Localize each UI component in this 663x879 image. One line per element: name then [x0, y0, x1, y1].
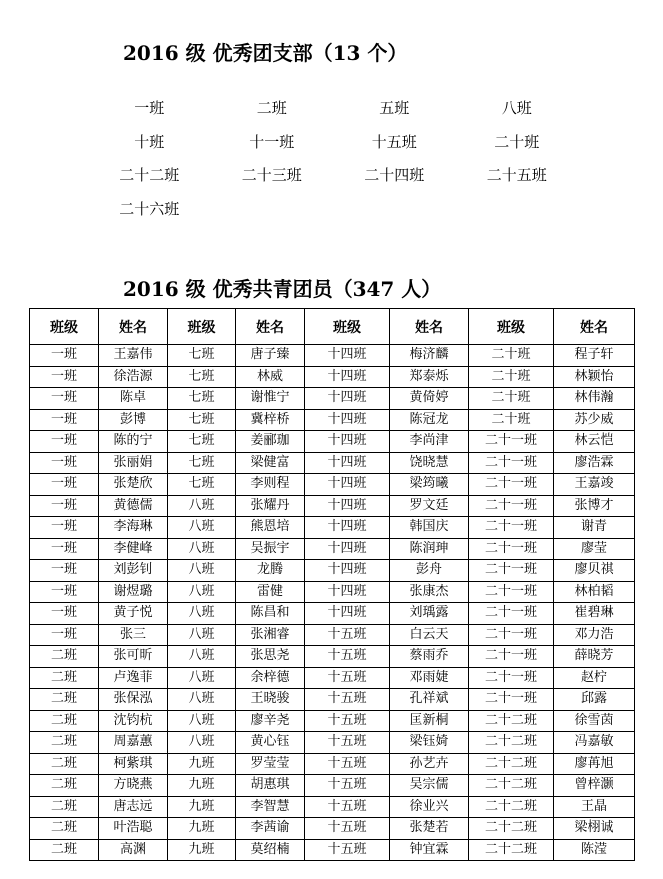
table-row [30, 431, 635, 453]
branch-item: 八班 [501, 99, 532, 117]
name-cell: 沈钧杭 [99, 710, 168, 732]
class-cell: 一班 [30, 603, 99, 625]
column-header: 姓名 [390, 309, 469, 345]
class-cell: 二班 [30, 839, 99, 861]
name-cell: 唐子臻 [236, 345, 305, 367]
class-cell: 十四班 [305, 560, 390, 582]
table-header-row [30, 309, 635, 345]
name-cell: 廖浩霖 [554, 452, 635, 474]
branch-item: 二十四班 [364, 166, 425, 184]
name-cell: 冯嘉敏 [554, 732, 635, 754]
class-cell: 二十一班 [469, 495, 554, 517]
table-row [30, 409, 635, 431]
name-cell: 孔祥斌 [390, 689, 469, 711]
class-cell: 十四班 [305, 581, 390, 603]
branch-item: 二十六班 [119, 199, 180, 218]
table-body [30, 345, 635, 861]
table-row [30, 818, 635, 840]
table-row [30, 796, 635, 818]
branch-item: 二班 [256, 99, 287, 117]
name-cell: 李智慧 [236, 796, 305, 818]
name-cell: 刘彭钊 [99, 560, 168, 582]
table-row [30, 689, 635, 711]
name-cell: 王嘉伟 [99, 345, 168, 367]
name-cell: 张丽娟 [99, 452, 168, 474]
class-cell: 八班 [168, 732, 236, 754]
name-cell: 李健峰 [99, 538, 168, 560]
class-cell: 十五班 [305, 775, 390, 797]
class-cell: 十四班 [305, 517, 390, 539]
class-cell: 九班 [168, 775, 236, 797]
class-cell: 二十一班 [469, 646, 554, 668]
name-cell: 张楚若 [390, 818, 469, 840]
table-row [30, 646, 635, 668]
class-cell: 八班 [168, 624, 236, 646]
class-cell: 一班 [30, 495, 99, 517]
table-row [30, 538, 635, 560]
class-cell: 十四班 [305, 366, 390, 388]
class-cell: 八班 [168, 560, 236, 582]
table-row [30, 560, 635, 582]
class-cell: 十四班 [305, 538, 390, 560]
name-cell: 李海琳 [99, 517, 168, 539]
branch-item: 十五班 [371, 132, 417, 151]
class-cell: 二十一班 [469, 560, 554, 582]
class-cell: 二十班 [469, 409, 554, 431]
name-cell: 黄倚婷 [390, 388, 469, 410]
name-cell: 林云恺 [554, 431, 635, 453]
class-cell: 十五班 [305, 732, 390, 754]
class-cell: 十四班 [305, 409, 390, 431]
class-cell: 十五班 [305, 624, 390, 646]
name-cell: 谢煜璐 [99, 581, 168, 603]
table-row [30, 624, 635, 646]
class-cell: 八班 [168, 538, 236, 560]
class-cell: 八班 [168, 581, 236, 603]
name-cell: 张耀丹 [236, 495, 305, 517]
column-header: 班级 [30, 309, 99, 345]
name-cell: 罗莹莹 [236, 753, 305, 775]
class-cell: 八班 [168, 689, 236, 711]
class-cell: 九班 [168, 796, 236, 818]
name-cell: 白云天 [390, 624, 469, 646]
class-cell: 十五班 [305, 667, 390, 689]
class-cell: 二十一班 [469, 689, 554, 711]
class-cell: 一班 [30, 581, 99, 603]
class-cell: 十五班 [305, 839, 390, 861]
members-title: 2016 级 优秀共青团员（347 人） [123, 277, 442, 301]
name-cell: 李尚津 [390, 431, 469, 453]
class-cell: 二十二班 [469, 775, 554, 797]
name-cell: 韩国庆 [390, 517, 469, 539]
table-row [30, 388, 635, 410]
class-cell: 二班 [30, 710, 99, 732]
class-cell: 十五班 [305, 710, 390, 732]
class-cell: 二十二班 [469, 796, 554, 818]
name-cell: 张康杰 [390, 581, 469, 603]
class-cell: 二十一班 [469, 517, 554, 539]
name-cell: 薛晓芳 [554, 646, 635, 668]
name-cell: 廖辛尧 [236, 710, 305, 732]
name-cell: 陈卓 [99, 388, 168, 410]
name-cell: 蔡雨乔 [390, 646, 469, 668]
column-header: 姓名 [554, 309, 635, 345]
name-cell: 林颖怡 [554, 366, 635, 388]
members-table [29, 308, 635, 861]
name-cell: 饶晓慧 [390, 452, 469, 474]
table-row [30, 495, 635, 517]
name-cell: 熊恩培 [236, 517, 305, 539]
table-row [30, 474, 635, 496]
name-cell: 彭博 [99, 409, 168, 431]
branch-item: 二十班 [494, 132, 540, 151]
name-cell: 邱露 [554, 689, 635, 711]
class-cell: 十五班 [305, 753, 390, 775]
name-cell: 廖莹 [554, 538, 635, 560]
class-cell: 十五班 [305, 796, 390, 818]
table-row [30, 775, 635, 797]
class-cell: 一班 [30, 366, 99, 388]
class-cell: 一班 [30, 431, 99, 453]
class-cell: 八班 [168, 710, 236, 732]
name-cell: 吴振宇 [236, 538, 305, 560]
class-cell: 八班 [168, 603, 236, 625]
name-cell: 柯紫琪 [99, 753, 168, 775]
table-row [30, 452, 635, 474]
class-cell: 二十班 [469, 345, 554, 367]
name-cell: 彭舟 [390, 560, 469, 582]
name-cell: 张湘睿 [236, 624, 305, 646]
class-cell: 二十二班 [469, 839, 554, 861]
class-cell: 七班 [168, 431, 236, 453]
class-cell: 十五班 [305, 818, 390, 840]
class-cell: 一班 [30, 474, 99, 496]
class-cell: 二十二班 [469, 753, 554, 775]
class-cell: 二班 [30, 646, 99, 668]
name-cell: 张思尧 [236, 646, 305, 668]
name-cell: 钟宜霖 [390, 839, 469, 861]
class-cell: 一班 [30, 388, 99, 410]
table-row [30, 732, 635, 754]
name-cell: 林伟瀚 [554, 388, 635, 410]
name-cell: 梁筠曦 [390, 474, 469, 496]
class-cell: 十五班 [305, 646, 390, 668]
name-cell: 徐雪茵 [554, 710, 635, 732]
class-cell: 十四班 [305, 388, 390, 410]
branch-row [88, 197, 578, 231]
name-cell: 张博才 [554, 495, 635, 517]
class-cell: 一班 [30, 538, 99, 560]
table-row [30, 710, 635, 732]
name-cell: 卢逸菲 [99, 667, 168, 689]
name-cell: 余梓德 [236, 667, 305, 689]
class-cell: 二十二班 [469, 710, 554, 732]
name-cell: 孙艺卉 [390, 753, 469, 775]
name-cell: 陈滢 [554, 839, 635, 861]
class-cell: 十四班 [305, 345, 390, 367]
name-cell: 苏少威 [554, 409, 635, 431]
class-cell: 二十一班 [469, 603, 554, 625]
name-cell: 龙腾 [236, 560, 305, 582]
class-cell: 二十一班 [469, 452, 554, 474]
table-row [30, 366, 635, 388]
branch-item: 一班 [134, 99, 165, 117]
class-cell: 一班 [30, 560, 99, 582]
name-cell: 廖苒旭 [554, 753, 635, 775]
name-cell: 廖贝祺 [554, 560, 635, 582]
class-cell: 二班 [30, 818, 99, 840]
branch-item: 二十三班 [241, 166, 302, 184]
class-cell: 一班 [30, 452, 99, 474]
class-cell: 一班 [30, 345, 99, 367]
column-header: 班级 [469, 309, 554, 345]
class-cell: 七班 [168, 474, 236, 496]
class-cell: 二十一班 [469, 431, 554, 453]
class-cell: 十四班 [305, 474, 390, 496]
name-cell: 张可昕 [99, 646, 168, 668]
name-cell: 邓雨婕 [390, 667, 469, 689]
name-cell: 黄心钰 [236, 732, 305, 754]
name-cell: 吴宗儒 [390, 775, 469, 797]
name-cell: 黄子悦 [99, 603, 168, 625]
class-cell: 二班 [30, 689, 99, 711]
branch-item: 五班 [379, 99, 410, 117]
name-cell: 雷健 [236, 581, 305, 603]
name-cell: 梁栩诚 [554, 818, 635, 840]
table-row [30, 603, 635, 625]
class-cell: 二班 [30, 667, 99, 689]
name-cell: 赵柠 [554, 667, 635, 689]
class-cell: 二十班 [469, 388, 554, 410]
class-cell: 二班 [30, 796, 99, 818]
name-cell: 胡惠琪 [236, 775, 305, 797]
class-cell: 九班 [168, 818, 236, 840]
class-cell: 一班 [30, 624, 99, 646]
class-cell: 二十一班 [469, 538, 554, 560]
class-cell: 二十班 [469, 366, 554, 388]
name-cell: 黄德儒 [99, 495, 168, 517]
column-header: 姓名 [99, 309, 168, 345]
class-cell: 十四班 [305, 603, 390, 625]
branch-item: 二十二班 [119, 166, 180, 184]
name-cell: 王嘉竣 [554, 474, 635, 496]
name-cell: 高渊 [99, 839, 168, 861]
name-cell: 梅济麟 [390, 345, 469, 367]
class-cell: 二十一班 [469, 624, 554, 646]
branch-item: 十一班 [249, 132, 295, 151]
class-cell: 二十二班 [469, 818, 554, 840]
name-cell: 陈昌和 [236, 603, 305, 625]
class-cell: 十五班 [305, 689, 390, 711]
name-cell: 叶浩聪 [99, 818, 168, 840]
class-cell: 二十一班 [469, 581, 554, 603]
class-cell: 七班 [168, 345, 236, 367]
name-cell: 徐业兴 [390, 796, 469, 818]
class-cell: 一班 [30, 517, 99, 539]
name-cell: 陈润珅 [390, 538, 469, 560]
name-cell: 徐浩源 [99, 366, 168, 388]
name-cell: 匡新桐 [390, 710, 469, 732]
name-cell: 罗文廷 [390, 495, 469, 517]
branch-row [88, 130, 578, 164]
name-cell: 陈的宁 [99, 431, 168, 453]
column-header: 姓名 [236, 309, 305, 345]
class-cell: 八班 [168, 667, 236, 689]
class-cell: 二十一班 [469, 474, 554, 496]
class-cell: 二班 [30, 775, 99, 797]
name-cell: 张三 [99, 624, 168, 646]
class-cell: 十四班 [305, 495, 390, 517]
name-cell: 莫绍楠 [236, 839, 305, 861]
name-cell: 张楚欣 [99, 474, 168, 496]
table-row [30, 345, 635, 367]
table-row [30, 517, 635, 539]
name-cell: 崔碧琳 [554, 603, 635, 625]
name-cell: 王晶 [554, 796, 635, 818]
name-cell: 方晓燕 [99, 775, 168, 797]
class-cell: 二十一班 [469, 667, 554, 689]
name-cell: 林威 [236, 366, 305, 388]
branch-row [88, 163, 578, 197]
column-header: 班级 [305, 309, 390, 345]
class-cell: 二班 [30, 753, 99, 775]
branch-item: 二十五班 [486, 166, 547, 184]
class-cell: 十四班 [305, 452, 390, 474]
class-cell: 九班 [168, 753, 236, 775]
class-cell: 九班 [168, 839, 236, 861]
name-cell: 梁钰婍 [390, 732, 469, 754]
name-cell: 邓力浩 [554, 624, 635, 646]
column-header: 班级 [168, 309, 236, 345]
name-cell: 程子轩 [554, 345, 635, 367]
table-row [30, 839, 635, 861]
name-cell: 姜郦珈 [236, 431, 305, 453]
class-cell: 十四班 [305, 431, 390, 453]
branch-row [88, 96, 578, 130]
class-cell: 二班 [30, 732, 99, 754]
table-row [30, 581, 635, 603]
class-cell: 七班 [168, 452, 236, 474]
table-row [30, 667, 635, 689]
class-cell: 八班 [168, 495, 236, 517]
branch-item: 十班 [134, 132, 165, 151]
name-cell: 冀梓桥 [236, 409, 305, 431]
name-cell: 郑泰烁 [390, 366, 469, 388]
name-cell: 谢惟宁 [236, 388, 305, 410]
name-cell: 梁健富 [236, 452, 305, 474]
name-cell: 张保泓 [99, 689, 168, 711]
name-cell: 李茜谕 [236, 818, 305, 840]
branches-title: 2016 级 优秀团支部（13 个） [123, 41, 408, 65]
class-cell: 七班 [168, 366, 236, 388]
branch-list [88, 96, 578, 230]
name-cell: 周嘉蕙 [99, 732, 168, 754]
class-cell: 二十二班 [469, 732, 554, 754]
name-cell: 曾梓灏 [554, 775, 635, 797]
class-cell: 八班 [168, 646, 236, 668]
name-cell: 刘瑀露 [390, 603, 469, 625]
class-cell: 七班 [168, 388, 236, 410]
class-cell: 一班 [30, 409, 99, 431]
name-cell: 陈冠龙 [390, 409, 469, 431]
name-cell: 林柏韬 [554, 581, 635, 603]
table-row [30, 753, 635, 775]
name-cell: 谢青 [554, 517, 635, 539]
name-cell: 唐志远 [99, 796, 168, 818]
name-cell: 王晓骏 [236, 689, 305, 711]
class-cell: 八班 [168, 517, 236, 539]
class-cell: 七班 [168, 409, 236, 431]
name-cell: 李则程 [236, 474, 305, 496]
